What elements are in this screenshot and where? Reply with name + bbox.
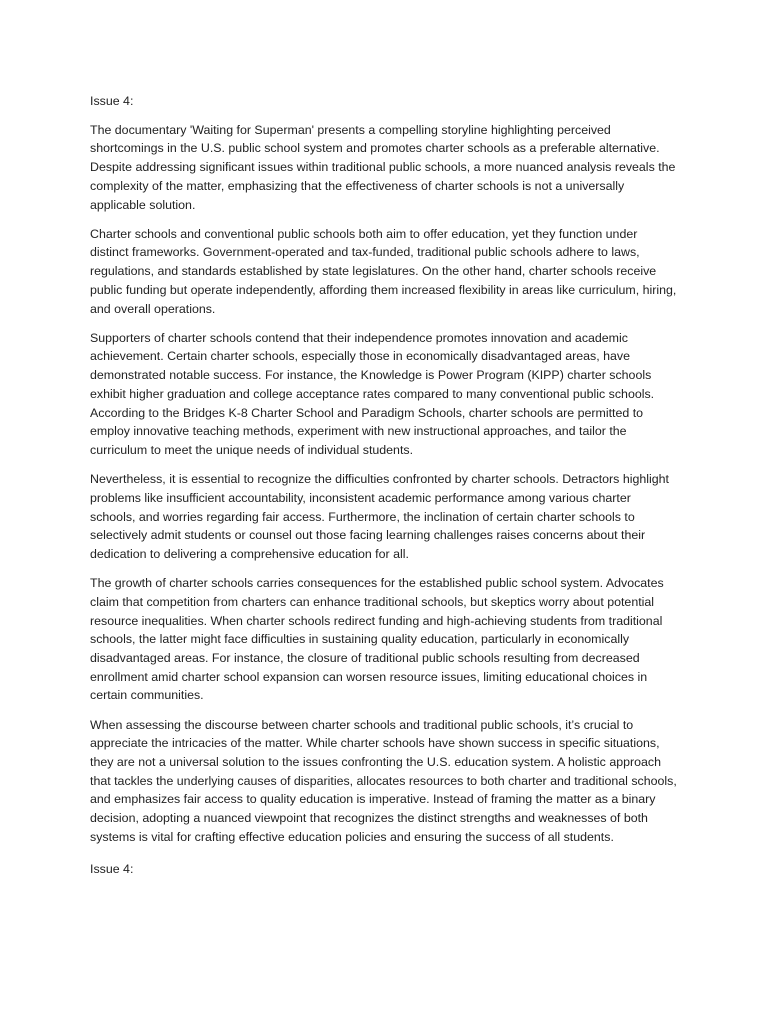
- paragraph-challenges: Nevertheless, it is essential to recognize the difficulties confronted by charter schools. Detractors highlight problems like insufficient accountability, inconsistent academic performance among various charter schools, and worries regarding fair access. Furthermore, the inclination of certain charter schools to selectively admit students or counsel out those facing learning challenges raises concerns about their dedication to delivering a comprehensive education for all.: [90, 472, 669, 561]
- paragraph-conclusion: When assessing the discourse between charter schools and traditional public schools, it’s crucial to appreciate the intricacies of the matter. While charter schools have shown success in specific situations, they are not a universal solution to the issues confronting the U.S. education system. A holistic approach that tackles the underlying causes of disparities, allocates resources to both charter and traditional schools, and emphasizes fair access to quality education is imperative. Instead of framing the matter as a binary decision, adopting a nuanced viewpoint that recognizes the distinct strengths and weaknesses of both systems is vital for crafting effective education policies and ensuring the success of all students.: [90, 717, 677, 844]
- paragraph-frameworks: Charter schools and conventional public schools both aim to offer education, yet they function under distinct frameworks. Government-operated and tax-funded, traditional public schools adhere to laws, regulations, and standards established by state legislatures. On the other hand, charter schools receive public funding but operate independently, affording them increased flexibility in areas like curriculum, hiring, and overall operations.: [90, 226, 677, 316]
- paragraph-intro: The documentary 'Waiting for Superman' presents a compelling storyline highlighting perceived shortcomings in the U.S. public school system and promotes charter schools as a preferable alternative. Despite addressing significant issues within traditional public schools, a more nuanced analysis reveals the complexity of the matter, emphasizing that the effectiveness of charter schools is not a universally applicable solution.: [90, 122, 676, 212]
- paragraph-supporters: Supporters of charter schools contend that their independence promotes innovation and academic achievement. Certain charter schools, especially those in economically disadvantaged areas, have demonstrated notable success. For instance, the Knowledge is Power Program (KIPP) charter schools exhibit higher graduation and college acceptance rates compared to many conventional public schools. According to the Bridges K-8 Charter School and Paradigm Schools, charter schools are permitted to employ innovative teaching methods, experiment with new instructional approaches, and tailor the curriculum to meet the unique needs of individual students.: [90, 330, 655, 457]
- issue-heading: Issue 4:: [90, 94, 134, 108]
- paragraph-growth: The growth of charter schools carries consequences for the established public school system. Advocates claim that competition from charters can enhance traditional schools, but skeptics worry about potential resource inequalities. When charter schools redirect funding and high-achieving students from traditional schools, the latter might face difficulties in sustaining quality education, particularly in economically disadvantaged areas. For instance, the closure of traditional public schools resulting from decreased enrollment amid charter school expansion can worsen resource issues, limiting educational choices in certain communities.: [90, 576, 664, 703]
- issue-heading-repeat: Issue 4:: [90, 862, 134, 876]
